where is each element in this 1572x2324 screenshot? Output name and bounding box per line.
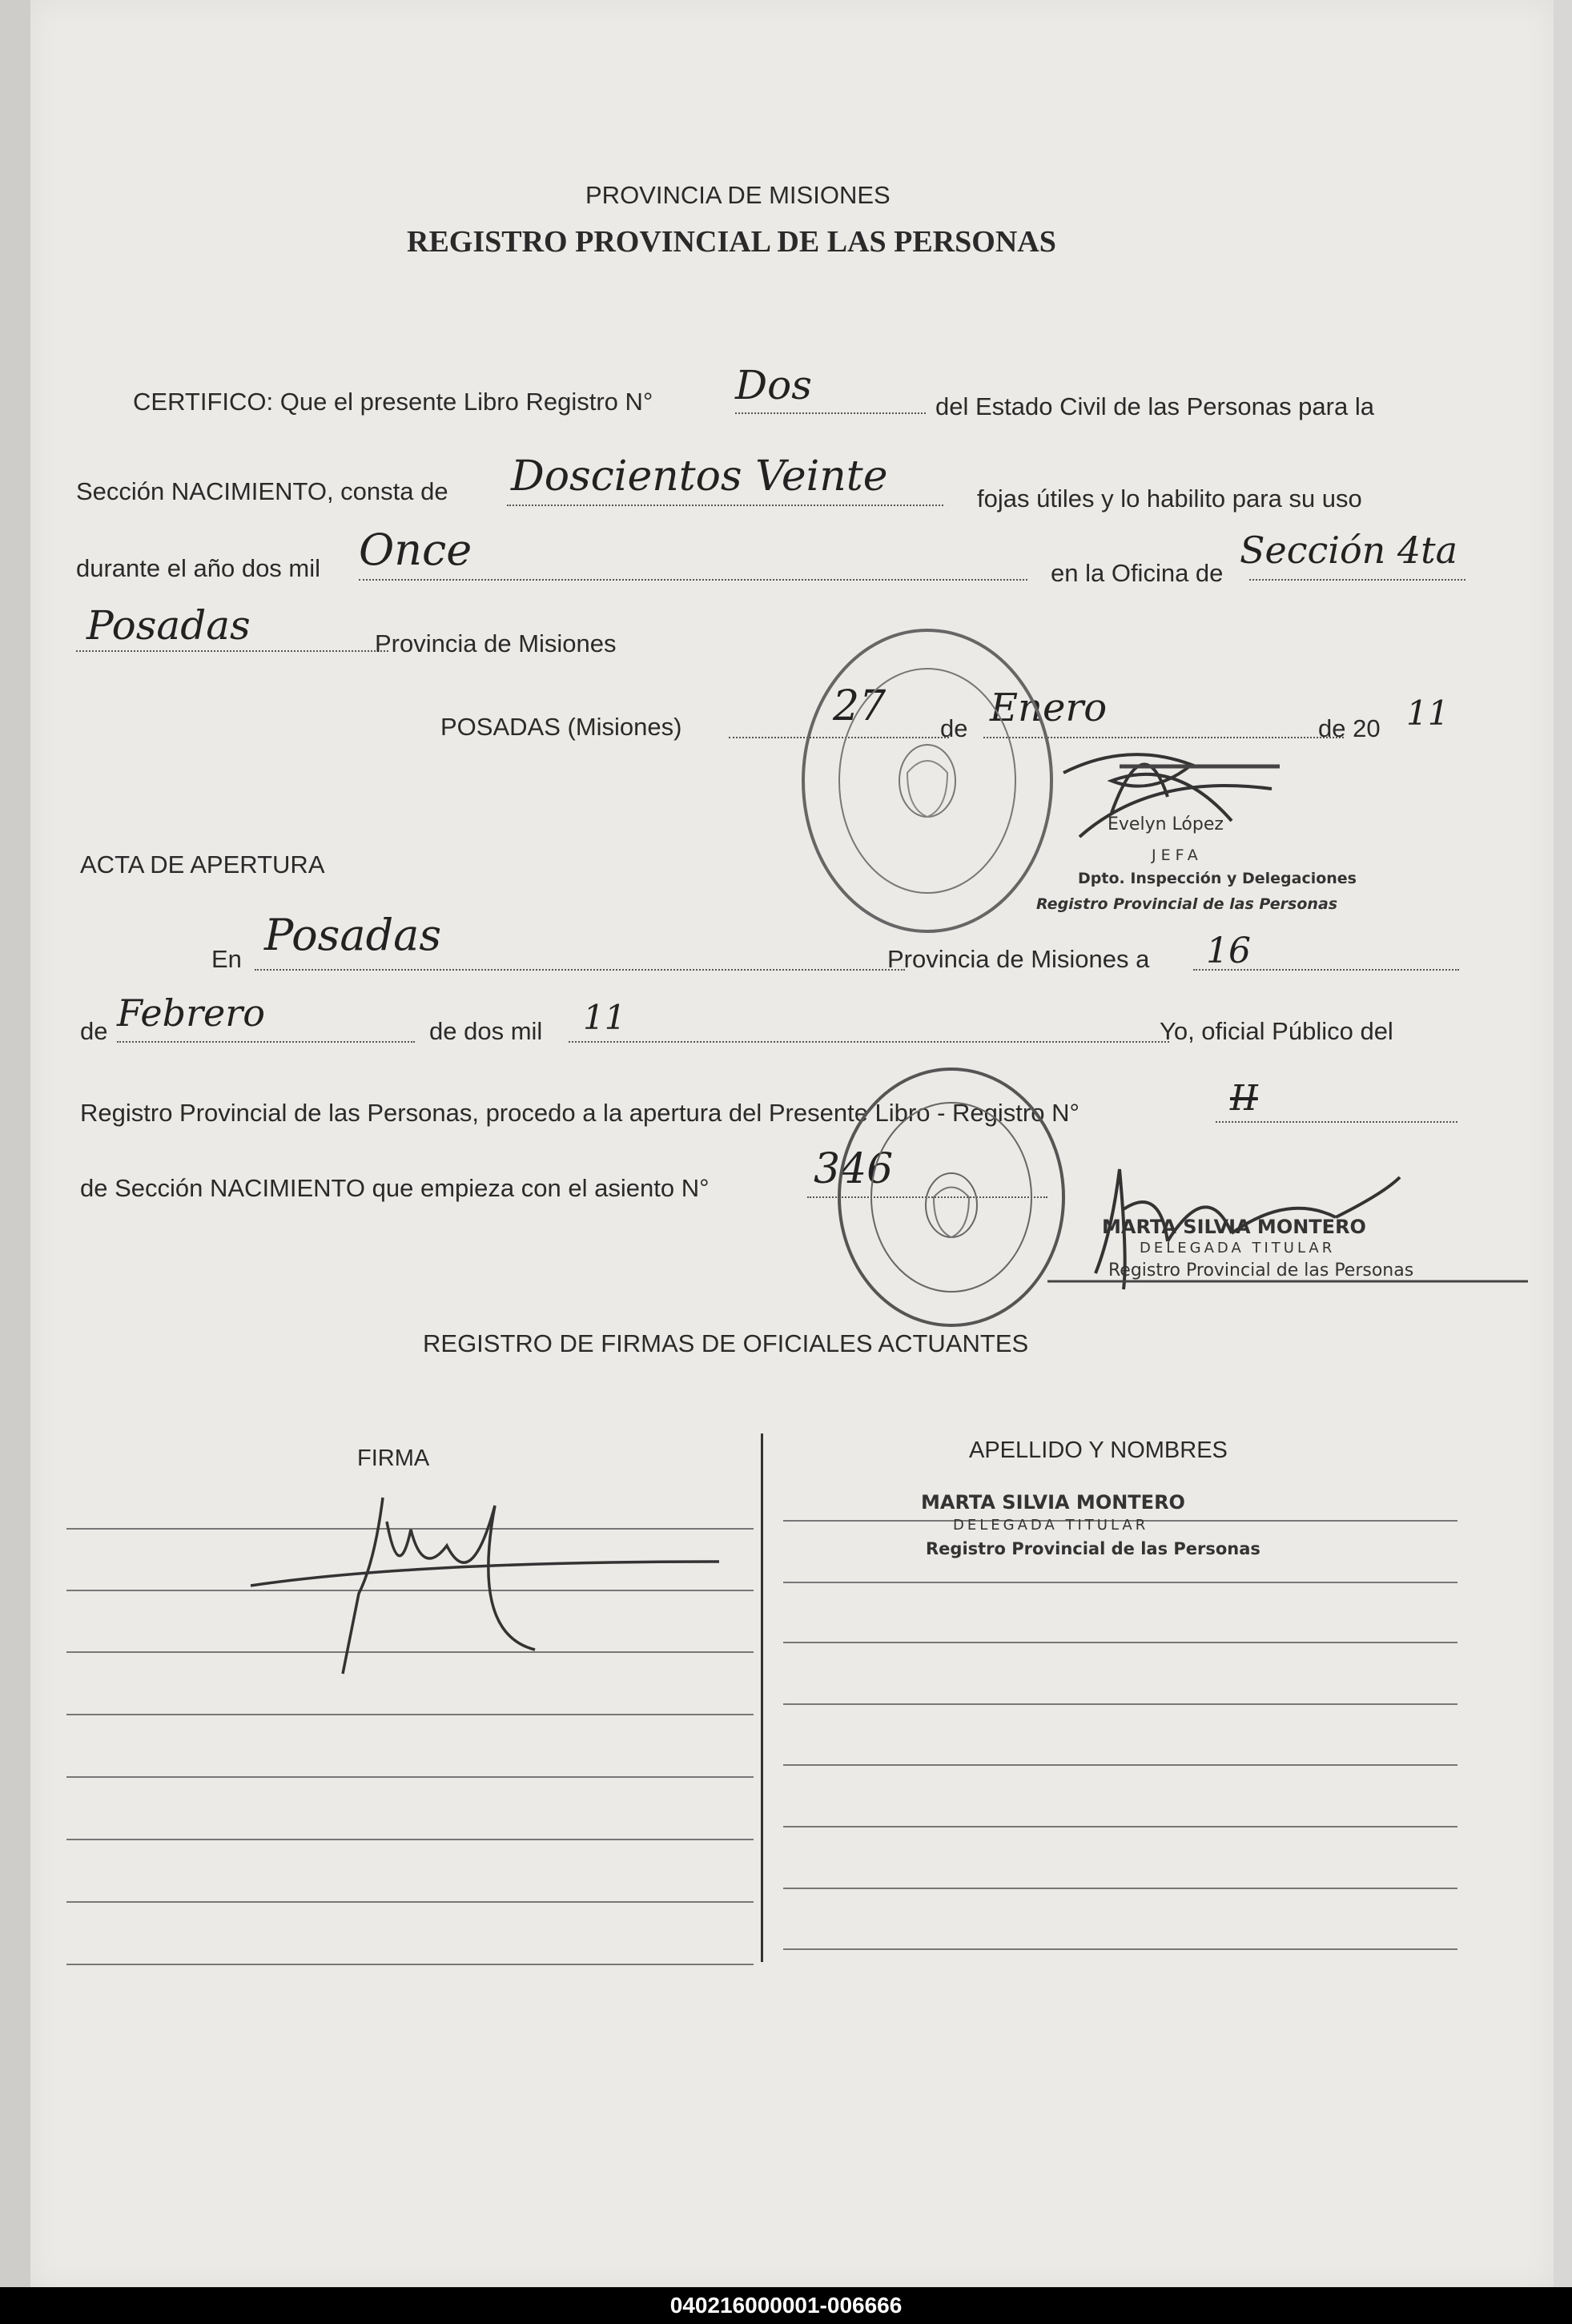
cert-line3-prefix: durante el año dos mil <box>76 554 321 582</box>
dotted-field <box>359 579 1027 581</box>
cert-line4-suffix: Provincia de Misiones <box>375 629 617 657</box>
acta-line1-en: En <box>211 945 242 973</box>
stamp2-name: MARTA SILVIA MONTERO <box>1102 1216 1366 1238</box>
handwritten-month: Enero <box>990 686 1108 730</box>
nombre-line <box>783 1764 1457 1766</box>
acta-line1-mid: Provincia de Misiones a <box>887 945 1150 973</box>
firmas-stamp-role: DELEGADA TITULAR <box>953 1517 1149 1534</box>
dotted-field <box>117 1041 415 1043</box>
province-heading: PROVINCIA DE MISIONES <box>585 181 891 209</box>
stamp1-name: Evelyn López <box>1108 814 1224 834</box>
registry-heading: REGISTRO PROVINCIAL DE LAS PERSONAS <box>407 225 1056 259</box>
firma-line <box>66 1964 754 1965</box>
column-divider <box>761 1433 763 1962</box>
handwritten-book-number: Dos <box>735 362 812 408</box>
handwritten-asiento: 346 <box>814 1145 894 1193</box>
document-id-bar <box>0 2287 1572 2324</box>
dotted-field <box>255 969 905 971</box>
acta-line3: Registro Provincial de las Personas, procedo a la apertura del Presente Libro - Registro N° <box>80 1099 1079 1127</box>
stamp2-role: DELEGADA TITULAR <box>1140 1240 1336 1256</box>
dotted-field <box>1249 579 1465 581</box>
firma-line <box>66 1714 754 1715</box>
round-seal-2 <box>831 1061 1071 1333</box>
acta-line2-mid: de dos mil <box>429 1017 543 1045</box>
dotted-field <box>735 412 926 414</box>
handwritten-day: 27 <box>833 682 887 730</box>
cert-line2-prefix: Sección NACIMIENTO, consta de <box>76 477 448 505</box>
stamp1-role: JEFA <box>1152 846 1203 864</box>
firmas-title: REGISTRO DE FIRMAS DE OFICIALES ACTUANTES <box>423 1329 1029 1357</box>
acta-line4: de Sección NACIMIENTO que empieza con el asiento N° <box>80 1174 710 1202</box>
handwritten-year-digits: 11 <box>1406 694 1449 733</box>
nombre-line <box>783 1948 1457 1950</box>
firma-line <box>66 1839 754 1840</box>
date-prefix: POSADAS (Misiones) <box>440 713 682 741</box>
firmas-stamp-org: Registro Provincial de las Personas <box>926 1539 1260 1558</box>
firmas-stamp-name: MARTA SILVIA MONTERO <box>921 1491 1185 1514</box>
round-seal-1 <box>795 621 1059 941</box>
handwritten-book-roman: II <box>1230 1078 1258 1119</box>
document-id: 040216000001-006666 <box>669 2293 903 2318</box>
acta-line2-de: de <box>80 1017 108 1045</box>
document-page <box>30 0 1554 2287</box>
firmas-col-firma: FIRMA <box>357 1445 430 1471</box>
stamp2-org: Registro Provincial de las Personas <box>1108 1261 1414 1281</box>
acta-title: ACTA DE APERTURA <box>80 850 325 879</box>
handwritten-acta-month: Febrero <box>117 991 265 1035</box>
nombre-line <box>783 1888 1457 1889</box>
signature-1 <box>1031 725 1352 893</box>
dotted-field <box>569 1041 1169 1043</box>
nombre-line <box>783 1582 1457 1583</box>
dotted-field <box>507 505 943 506</box>
stamp1-dept: Dpto. Inspección y Delegaciones <box>1078 870 1357 887</box>
page-edge-shadow <box>0 0 30 2287</box>
cert-line1-suffix: del Estado Civil de las Personas para la <box>935 392 1374 420</box>
date-de: de <box>940 714 968 742</box>
handwritten-folios: Doscientos Veinte <box>511 452 888 501</box>
firmas-col-nombres: APELLIDO Y NOMBRES <box>969 1437 1228 1463</box>
date-year-prefix: de 20 <box>1318 714 1381 742</box>
nombre-line <box>783 1826 1457 1827</box>
handwritten-place: Posadas <box>264 910 442 960</box>
cert-line1-prefix: CERTIFICO: Que el presente Libro Registro N° <box>133 388 653 416</box>
handwritten-office: Sección 4ta <box>1240 529 1458 572</box>
handwritten-acta-day: 16 <box>1206 931 1251 971</box>
handwritten-city: Posadas <box>86 602 251 649</box>
acta-line2-suffix: Yo, oficial Público del <box>1160 1017 1393 1045</box>
handwritten-year: Once <box>359 525 472 575</box>
handwritten-acta-year: 11 <box>583 998 626 1037</box>
cert-line2-suffix: fojas útiles y lo habilito para su uso <box>977 485 1362 513</box>
stamp1-org: Registro Provincial de las Personas <box>1036 895 1338 913</box>
cert-line3-mid: en la Oficina de <box>1051 559 1224 587</box>
nombre-line <box>783 1642 1457 1643</box>
signature-3 <box>215 1474 743 1682</box>
nombre-line <box>783 1703 1457 1705</box>
dotted-field <box>1216 1121 1457 1123</box>
firma-line <box>66 1776 754 1778</box>
dotted-field <box>76 650 388 652</box>
firma-line <box>66 1901 754 1903</box>
